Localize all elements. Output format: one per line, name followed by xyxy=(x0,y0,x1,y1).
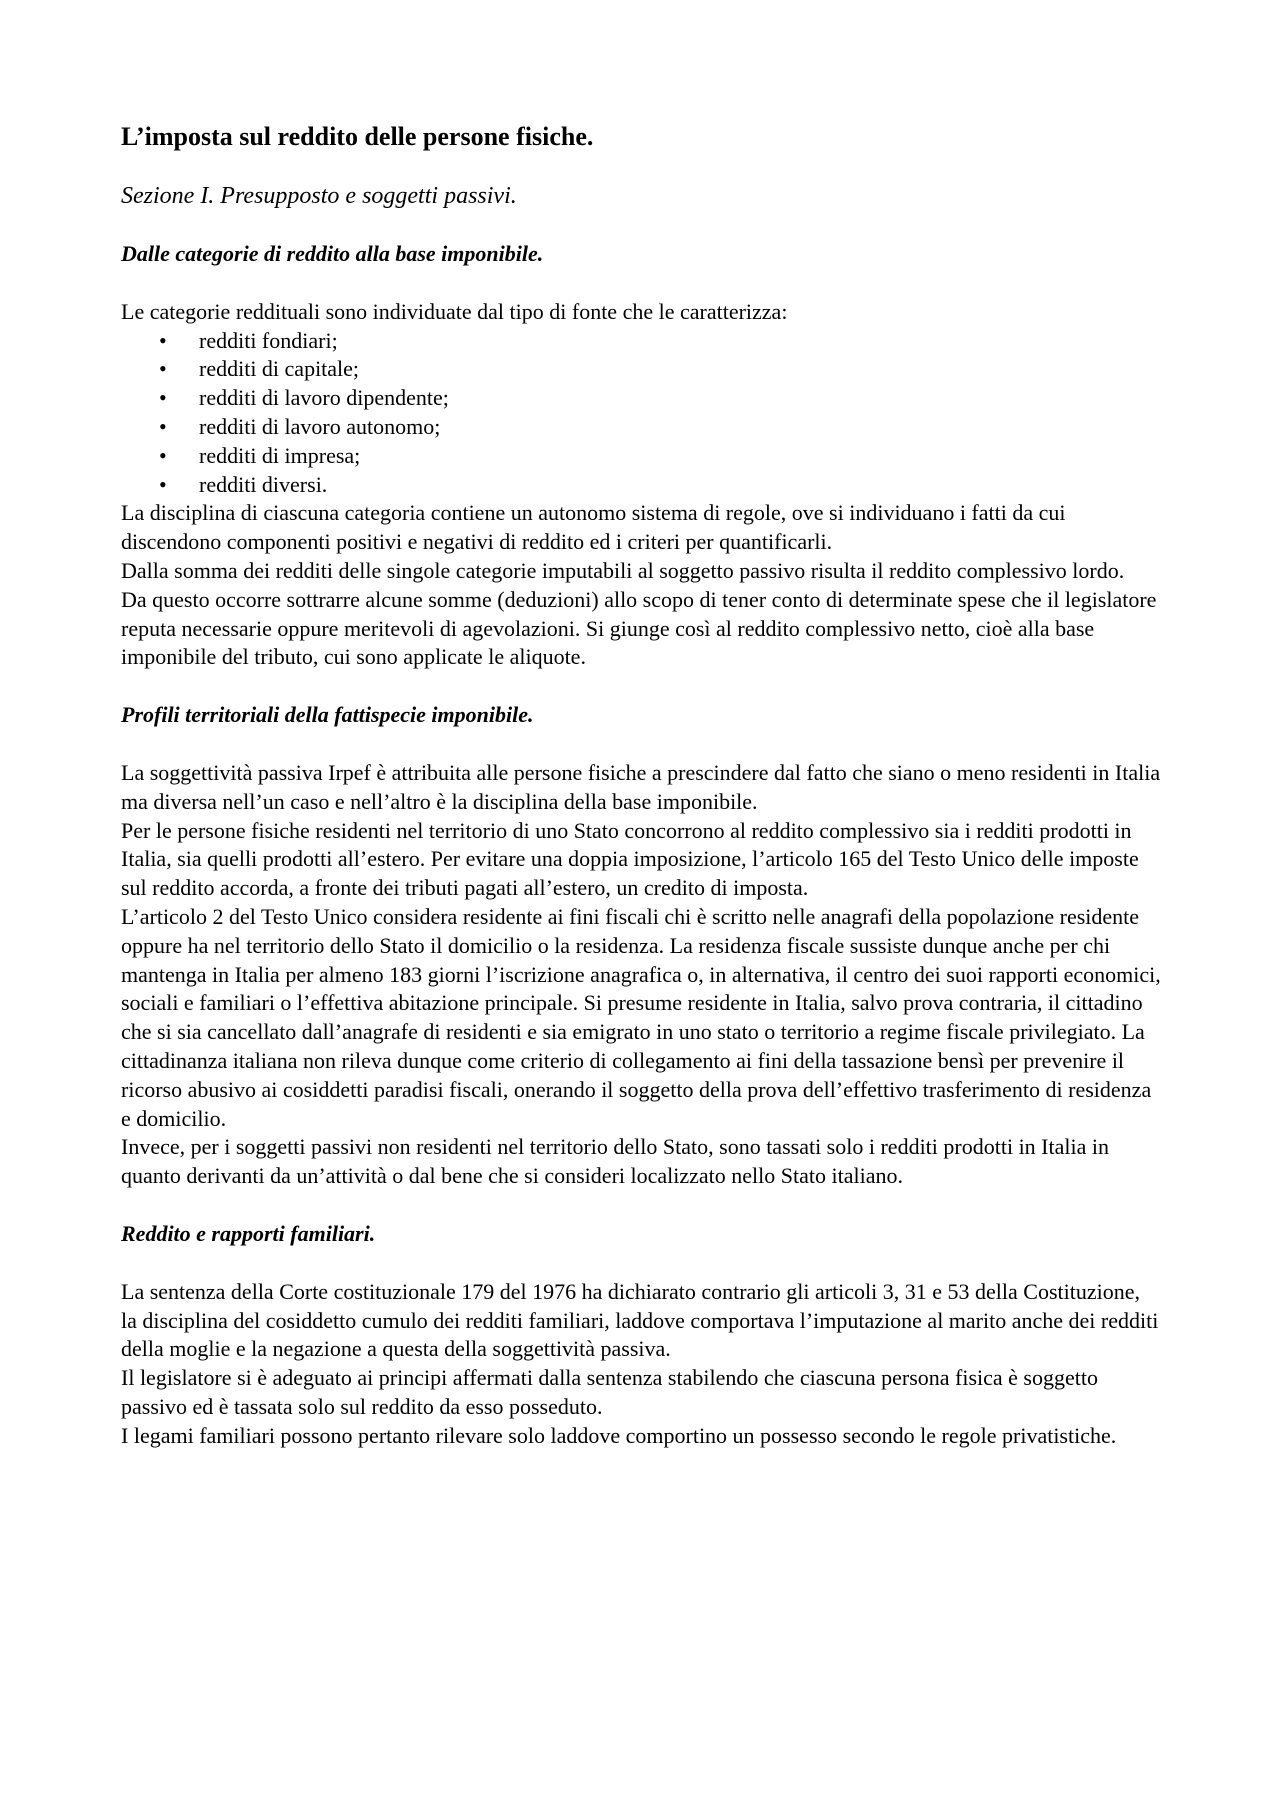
list-item: • redditi fondiari; xyxy=(121,327,1161,356)
paragraph: Da questo occorre sottrarre alcune somme (deduzioni) allo scopo di tener conto di determinate spese che il legislatore reputa necessarie oppure meritevoli di agevolazioni. Si giunge così al reddito complessivo netto, cioè alla base imponibile del tributo, cui sono applicate le aliquote. xyxy=(121,586,1157,670)
paragraph: I legami familiari possono pertanto rilevare solo laddove comportino un possesso secondo le regole privatistiche. xyxy=(121,1422,1117,1448)
category-list xyxy=(121,327,1161,500)
paragraph: La sentenza della Corte costituzionale 179 del 1976 ha dichiarato contrario gli articoli 3, 31 e 53 della Costituzione, la disciplina del cosiddetto cumulo dei redditi familiari, laddove comportava l’imputazione al marito anche dei redditi della moglie e la negazione a questa della soggettività passiva. xyxy=(121,1278,1159,1362)
intro-paragraph: Le categorie reddituali sono individuate dal tipo di fonte che le caratterizza: xyxy=(121,298,788,324)
list-item: • redditi di lavoro dipendente; xyxy=(121,384,1161,413)
list-item: • redditi diversi. xyxy=(121,471,1161,500)
paragraph: La soggettività passiva Irpef è attribuita alle persone fisiche a prescindere dal fatto che siano o meno residenti in Italia ma diversa nell’un caso e nell’altro è la disciplina della base imponibile. xyxy=(121,759,1161,814)
paragraph: Per le persone fisiche residenti nel territorio di uno Stato concorrono al reddito complessivo sia i redditi prodotti in Italia, sia quelli prodotti all’estero. Per evitare una doppia imposizione, l’articolo 165 del Testo Unico delle imposte sul reddito accorda, a fronte dei tributi pagati all’estero, un credito di imposta. xyxy=(121,817,1139,901)
block-heading: Reddito e rapporti familiari. xyxy=(121,1220,376,1246)
list-item: • redditi di capitale; xyxy=(121,355,1161,384)
list-item: • redditi di lavoro autonomo; xyxy=(121,413,1161,442)
content-block-territoriali xyxy=(121,701,1161,1191)
paragraph: La disciplina di ciascuna categoria contiene un autonomo sistema di regole, ove si individuano i fatti da cui discendono componenti positivi e negativi di reddito ed i criteri per quantificarli. xyxy=(121,500,1066,555)
paragraph: Dalla somma dei redditi delle singole categorie imputabili al soggetto passivo risulta il reddito complessivo lordo. xyxy=(121,557,1125,583)
bullet-icon: • xyxy=(159,442,167,468)
bullet-icon: • xyxy=(159,385,167,411)
content-block-categorie xyxy=(121,240,1161,672)
paragraph: Invece, per i soggetti passivi non residenti nel territorio dello Stato, sono tassati solo i redditi prodotti in Italia in quanto derivanti da un’attività o dal bene che si consideri localizzato nello Stato italiano. xyxy=(121,1134,1109,1189)
document-page xyxy=(121,120,1161,1479)
bullet-icon: • xyxy=(159,471,167,497)
block-heading: Dalle categorie di reddito alla base imponibile. xyxy=(121,241,544,266)
paragraph: Il legislatore si è adeguato ai principi affermati dalla sentenza stabilendo che ciascuna persona fisica è soggetto passivo ed è tassata solo sul reddito da esso posseduto. xyxy=(121,1365,1098,1419)
section-title: Sezione I. Presupposto e soggetti passivi. xyxy=(121,183,517,209)
bullet-icon: • xyxy=(159,327,167,353)
document-title: L’imposta sul reddito delle persone fisiche. xyxy=(121,122,594,151)
bullet-icon: • xyxy=(159,356,167,382)
list-item: • redditi di impresa; xyxy=(121,442,1161,471)
content-block-familiari xyxy=(121,1220,1161,1451)
paragraph: L’articolo 2 del Testo Unico considera residente ai fini fiscali chi è scritto nelle anagrafi della popolazione residente oppure ha nel territorio dello Stato il domicilio o la residenza. La residenza fiscale sussiste dunque anche per chi mantenga in Italia per almeno 183 giorni l’iscrizione anagrafica o, in alternativa, il centro dei suoi rapporti economici, sociali e familiari o l’effettiva abitazione principale. Si presume residente in Italia, salvo prova contraria, il cittadino che si sia cancellato dall’anagrafe di residenti e sia emigrato in uno stato o territorio a regime fiscale privilegiato. La cittadinanza italiana non rileva dunque come criterio di collegamento ai fini della tassazione bensì per prevenire il ricorso abusivo ai cosiddetti paradisi fiscali, onerando il soggetto della prova dell’effettivo trasferimento di residenza e domicilio. xyxy=(121,903,1161,1131)
block-heading: Profili territoriali della fattispecie imponibile. xyxy=(121,702,534,728)
bullet-icon: • xyxy=(159,413,167,439)
